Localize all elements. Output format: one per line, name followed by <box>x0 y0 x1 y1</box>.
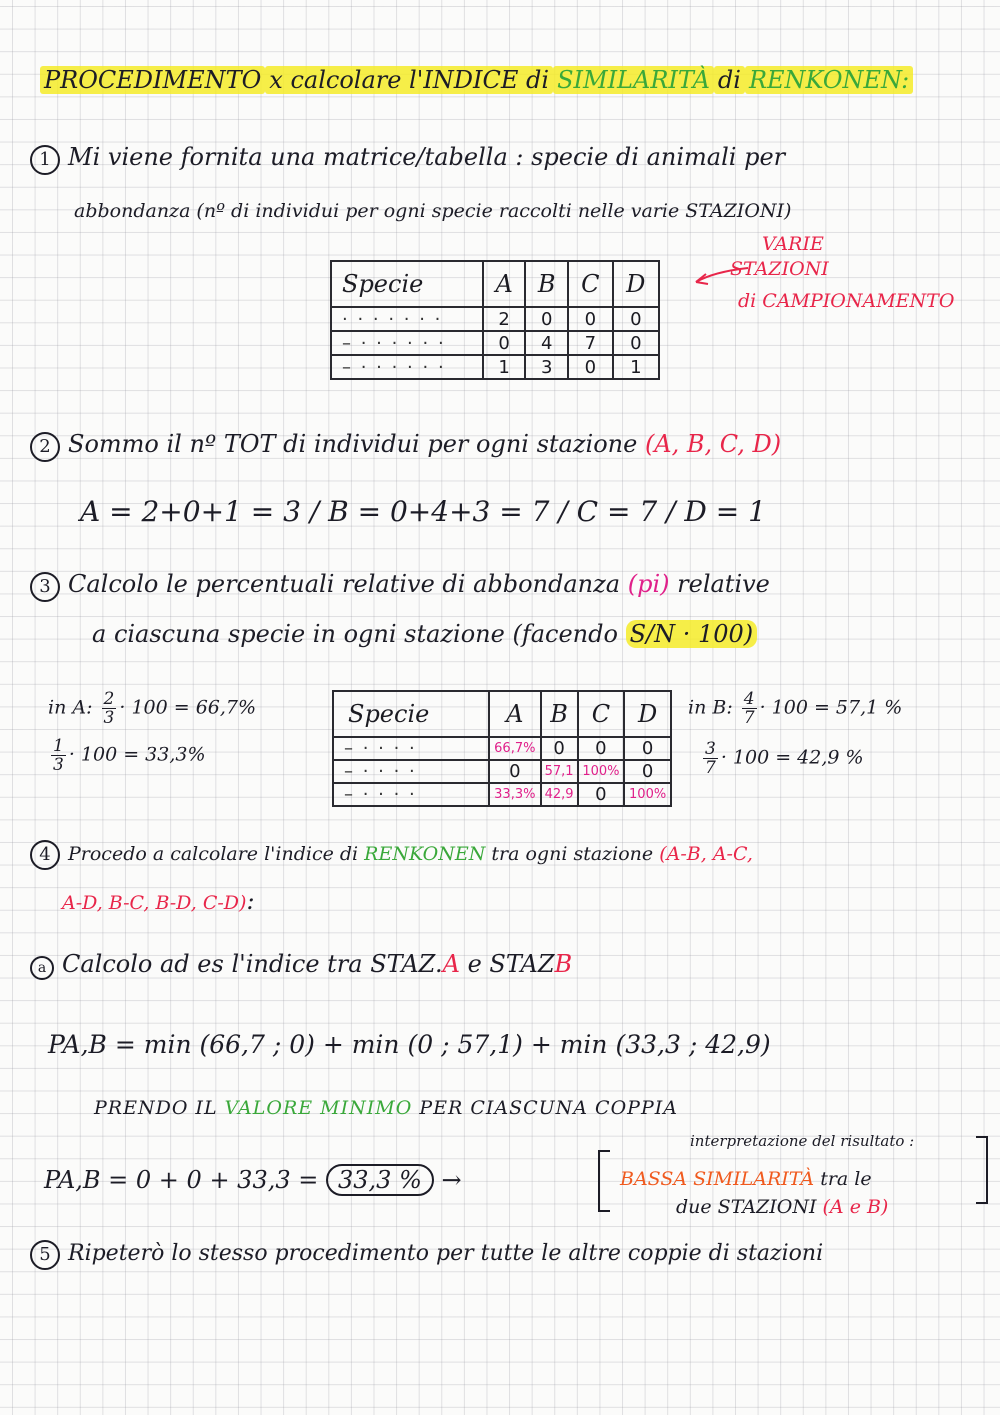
stations-note-3: di CAMPIONAMENTO <box>738 290 955 312</box>
stepa-line1 <box>30 950 572 980</box>
table1-cell: 0 <box>568 307 612 331</box>
calc-b-res2: · 100 = 42,9 % <box>720 746 864 769</box>
frac-denominator: 3 <box>53 755 64 775</box>
result-left: PA,B = 0 + 0 + 33,3 = <box>44 1166 319 1194</box>
table2-cell: 100% <box>578 760 625 783</box>
calc-b-label: in B: <box>688 696 733 719</box>
stepa-st1: A <box>442 950 460 978</box>
table1-cell: 2 <box>483 307 525 331</box>
table2-header-a: A <box>489 691 541 737</box>
table2-header-d: D <box>624 691 671 737</box>
table1-header-b: B <box>525 261 568 307</box>
table2-header-species: Specie <box>333 691 489 737</box>
step2-number: 2 <box>30 432 60 462</box>
step4-line2 <box>62 887 255 915</box>
step4-text1c: tra ogni stazione <box>491 843 654 865</box>
table2-cell: 0 <box>578 783 625 806</box>
step4-pairs1: (A-B, A-C, <box>659 843 753 865</box>
step1-line2: abbondanza (nº di individui per ogni specie raccolti nelle varie STAZIONI) <box>74 200 792 222</box>
table1-cell: 7 <box>568 331 612 355</box>
table2-header-c: C <box>578 691 625 737</box>
table1-header-a: A <box>483 261 525 307</box>
table1-cell: 0 <box>568 355 612 379</box>
step4-pairs2: A-D, B-C, B-D, C-D) <box>62 892 247 914</box>
table1-header-d: D <box>613 261 659 307</box>
prendo-line <box>94 1097 678 1119</box>
abundance-table <box>330 260 660 380</box>
calc-a-frac2 <box>51 737 66 774</box>
calc-a-label: in A: <box>48 696 93 719</box>
step2-line1 <box>30 430 781 462</box>
table2-cell: 0 <box>489 760 541 783</box>
frac-denominator: 3 <box>103 708 115 728</box>
table1-header-c: C <box>568 261 612 307</box>
interp-line1 <box>620 1168 872 1190</box>
interp-line2 <box>676 1196 888 1218</box>
bracket-right <box>976 1136 988 1204</box>
step5-text: Ripeterò lo stesso procedimento per tutte le altre coppie di stazioni <box>68 1241 824 1266</box>
calc-a-res1: · 100 = 66,7% <box>119 696 257 719</box>
stations-note-1: VARIE <box>762 233 824 255</box>
frac-numerator: 1 <box>53 736 64 756</box>
table-row <box>333 737 671 760</box>
table-row <box>331 307 659 331</box>
table2-cell: 0 <box>578 737 625 760</box>
stepa-number: a <box>30 956 54 980</box>
step2-text: Sommo il nº TOT di individui per ogni stazione <box>68 430 638 458</box>
step1-number: 1 <box>30 145 60 175</box>
interp-low-similarity: BASSA SIMILARITÀ <box>620 1168 815 1190</box>
interp-ab: (A e B) <box>822 1196 889 1218</box>
step4-text1a: Procedo a calcolare l'indice di <box>68 843 359 865</box>
step4-renkonen: RENKONEN <box>364 843 486 865</box>
step3-number: 3 <box>30 572 60 602</box>
table1-cell: 0 <box>613 307 659 331</box>
table1-cell: – · · · · · · <box>331 355 483 379</box>
title-part2: x calcolare l'INDICE di <box>265 66 553 94</box>
step3-text1c: relative <box>677 570 770 598</box>
frac-numerator: 3 <box>705 739 716 759</box>
stepa-text2: e STAZ <box>467 950 555 978</box>
table2-cell: 0 <box>541 737 578 760</box>
table1-cell: 0 <box>483 331 525 355</box>
stepa-st2: B <box>554 950 573 978</box>
stations-note-2: STAZIONI <box>730 258 829 280</box>
renkonen-formula: PA,B = min (66,7 ; 0) + min (0 ; 57,1) + min (33,3 ; 42,9) <box>48 1030 771 1059</box>
prendo-text1: PRENDO IL <box>94 1097 218 1119</box>
step5-line <box>30 1240 823 1270</box>
frac-numerator: 4 <box>743 689 755 709</box>
calc-a-line2 <box>48 737 206 774</box>
calc-b-line1 <box>688 690 902 727</box>
step1-text1: Mi viene fornita una matrice/tabella : specie di animali per <box>68 143 786 171</box>
calc-a-res2: · 100 = 33,3% <box>68 743 206 766</box>
table1-cell: 3 <box>525 355 568 379</box>
step4-colon: : <box>246 887 255 915</box>
interp-stations: due STAZIONI <box>676 1196 817 1218</box>
step5-number: 5 <box>30 1240 60 1270</box>
table1-cell: · · · · · · · <box>331 307 483 331</box>
table1-cell: 4 <box>525 331 568 355</box>
calc-a-frac1 <box>102 690 117 727</box>
table2-header-b: B <box>541 691 578 737</box>
calc-a-line1 <box>48 690 256 727</box>
title-part3: SIMILARITÀ <box>553 66 714 94</box>
page-title <box>40 66 913 94</box>
title-part5: RENKONEN: <box>745 66 913 94</box>
result-line <box>44 1166 462 1194</box>
table2-cell: 42,9 <box>541 783 578 806</box>
calc-b-line2 <box>700 740 864 777</box>
title-part4: di <box>714 66 745 94</box>
step3-pi: (pi) <box>627 570 670 598</box>
step4-line1 <box>30 840 753 870</box>
table1-cell: 0 <box>613 331 659 355</box>
bracket-left <box>598 1150 610 1212</box>
stepa-text1: Calcolo ad es l'indice tra STAZ. <box>62 950 443 978</box>
prendo-text2: VALORE MINIMO <box>224 1097 413 1119</box>
interp-between: tra le <box>820 1168 872 1190</box>
calc-b-frac1 <box>742 690 757 727</box>
table-row <box>331 355 659 379</box>
table2-cell: 66,7% <box>489 737 541 760</box>
table2-cell: – · · · · <box>333 783 489 806</box>
table2-cell: 100% <box>624 783 671 806</box>
table2-cell: 57,1 <box>541 760 578 783</box>
table-row <box>333 760 671 783</box>
table1-cell: 0 <box>525 307 568 331</box>
table-row <box>333 783 671 806</box>
interp-title: interpretazione del risultato : <box>690 1132 915 1150</box>
step4-number: 4 <box>30 840 60 870</box>
relative-abundance-table <box>332 690 672 807</box>
table2-cell: 0 <box>624 737 671 760</box>
table1-header-species: Specie <box>331 261 483 307</box>
table1-cell: 1 <box>613 355 659 379</box>
step2-sums: A = 2+0+1 = 3 / B = 0+4+3 = 7 / C = 7 / D = 1 <box>80 495 766 528</box>
table1-cell: – · · · · · · <box>331 331 483 355</box>
step2-stations: (A, B, C, D) <box>644 430 782 458</box>
prendo-text3: PER CIASCUNA COPPIA <box>419 1097 678 1119</box>
calc-b-frac2 <box>703 740 718 777</box>
step3-line1 <box>30 570 770 602</box>
table1-cell: 1 <box>483 355 525 379</box>
step1-line1 <box>30 143 785 175</box>
table2-cell: 33,3% <box>489 783 541 806</box>
step3-line2 <box>92 620 757 648</box>
frac-numerator: 2 <box>103 689 115 709</box>
frac-denominator: 7 <box>705 758 716 778</box>
calc-b-res1: · 100 = 57,1 % <box>759 696 903 719</box>
result-arrow: → <box>441 1166 462 1194</box>
table2-cell: 0 <box>624 760 671 783</box>
step3-text1a: Calcolo le percentuali relative di abbondanza <box>68 570 621 598</box>
title-part1: PROCEDIMENTO <box>40 66 265 94</box>
frac-denominator: 7 <box>743 708 755 728</box>
table2-cell: – · · · · <box>333 760 489 783</box>
step3-text2a: a ciascuna specie in ogni stazione (facendo <box>92 620 618 648</box>
table-row <box>331 331 659 355</box>
result-box: 33,3 % <box>326 1164 434 1196</box>
step3-formula: S/N · 100) <box>626 620 758 648</box>
table2-cell: – · · · · <box>333 737 489 760</box>
